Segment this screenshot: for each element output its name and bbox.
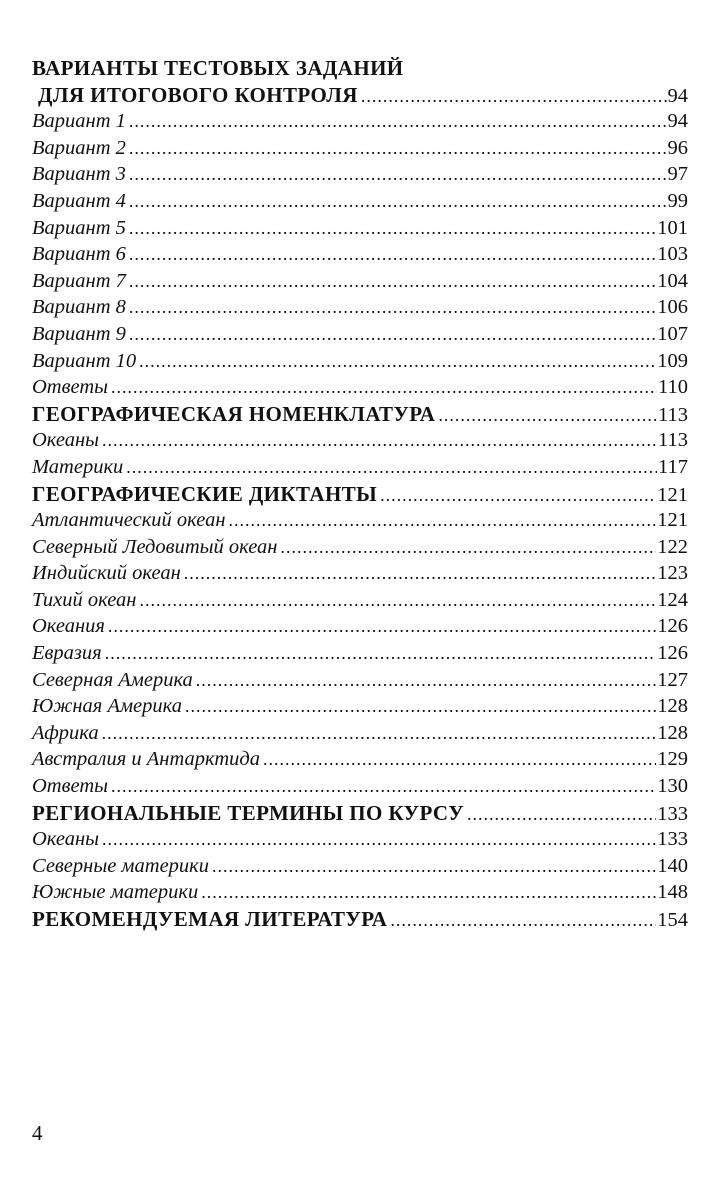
toc-entry-title: Вариант 10	[32, 349, 137, 372]
toc-entry-page: 117	[658, 455, 688, 478]
dot-leader	[129, 215, 656, 242]
dot-leader	[438, 402, 657, 429]
dot-leader	[111, 773, 656, 800]
toc-entry-title: Вариант 4	[32, 189, 126, 212]
dot-leader	[129, 268, 656, 295]
toc-entry-page: 113	[658, 403, 688, 426]
toc-entry	[32, 746, 688, 773]
toc-entry	[32, 534, 688, 561]
dot-leader	[280, 534, 656, 561]
toc-entry-title: РЕГИОНАЛЬНЫЕ ТЕРМИНЫ ПО КУРСУ	[32, 800, 465, 825]
toc-entry-page: 121	[657, 483, 688, 506]
toc-entry	[32, 507, 688, 534]
dot-leader	[126, 454, 657, 481]
dot-leader	[212, 853, 656, 880]
toc-entry-page: 127	[657, 668, 688, 691]
toc-entry-page: 109	[657, 349, 688, 372]
dot-leader	[185, 693, 656, 720]
dot-leader	[361, 83, 667, 110]
toc-entry	[32, 108, 688, 135]
dot-leader	[105, 640, 657, 667]
toc-entry	[32, 454, 688, 481]
toc-entry	[32, 294, 688, 321]
toc-entry-page: 106	[657, 296, 688, 319]
dot-leader	[380, 482, 656, 509]
toc-entry	[32, 879, 688, 906]
toc-section-entry	[32, 82, 688, 109]
toc-entry-page: 107	[657, 322, 688, 345]
toc-entry-page: 126	[657, 642, 688, 665]
toc-entry-title: Вариант 6	[32, 243, 126, 266]
page-number: 4	[32, 1121, 43, 1145]
toc-entry-title: Австралия и Антарктида	[32, 748, 261, 771]
toc-section-entry	[32, 401, 688, 428]
toc-entry-title: Ответы	[32, 775, 109, 798]
toc-entry-title: Южные материки	[32, 881, 199, 904]
toc-entry-page: 94	[667, 84, 688, 107]
toc-entry-title: Океаны	[32, 429, 100, 452]
toc-entry	[32, 374, 688, 401]
dot-leader	[129, 321, 656, 348]
toc-entry-page: 103	[657, 243, 688, 266]
toc-entry-page: 97	[667, 163, 688, 186]
toc-entry-title: ГЕОГРАФИЧЕСКАЯ НОМЕНКЛАТУРА	[32, 401, 436, 426]
toc-entry-title: Вариант 3	[32, 163, 126, 186]
dot-leader	[108, 613, 656, 640]
toc-entry-title: Северный Ледовитый океан	[32, 535, 278, 558]
toc-entry-title: ВАРИАНТЫ ТЕСТОВЫХ ЗАДАНИЙ	[32, 56, 404, 80]
toc-section-entry	[32, 481, 688, 508]
toc-entry	[32, 215, 688, 242]
toc-entry-page: 96	[667, 136, 688, 159]
toc-entry-title: ДЛЯ ИТОГОВОГО КОНТРОЛЯ	[38, 82, 358, 107]
toc-entry-title: Океаны	[32, 828, 100, 851]
toc-section-entry	[32, 906, 688, 933]
toc-entry-page: 129	[657, 748, 688, 771]
toc-entry-page: 113	[658, 429, 688, 452]
toc-entry	[32, 667, 688, 694]
dot-leader	[201, 879, 656, 906]
toc-entry	[32, 427, 688, 454]
toc-entry	[32, 268, 688, 295]
toc-entry	[32, 640, 688, 667]
dot-leader	[102, 720, 657, 747]
toc-entry	[32, 321, 688, 348]
dot-leader	[129, 241, 656, 268]
dot-leader	[196, 667, 656, 694]
toc-entry-title: ГЕОГРАФИЧЕСКИЕ ДИКТАНТЫ	[32, 481, 378, 506]
toc-entry-title: Вариант 2	[32, 136, 126, 159]
toc-entry-title: Евразия	[32, 642, 102, 665]
toc-entry-title: Ответы	[32, 376, 109, 399]
toc-entry-title: Атлантический океан	[32, 509, 226, 532]
toc-entry-title: РЕКОМЕНДУЕМАЯ ЛИТЕРАТУРА	[32, 907, 388, 931]
toc-entry	[32, 348, 688, 375]
toc-entry-title: Материки	[32, 455, 124, 478]
toc-entry-page: 101	[657, 216, 688, 239]
dot-leader	[111, 374, 657, 401]
toc-entry-title: Северные материки	[32, 854, 210, 877]
toc-entry-page: 154	[657, 909, 688, 931]
toc-entry-page: 133	[657, 828, 688, 851]
toc-entry	[32, 720, 688, 747]
toc-entry-page: 128	[657, 695, 688, 718]
toc-entry-title: Вариант 7	[32, 269, 126, 292]
toc-entry-title: Тихий океан	[32, 588, 137, 611]
toc-entry	[32, 560, 688, 587]
toc-entry-page: 121	[657, 509, 688, 532]
dot-leader	[229, 507, 657, 534]
toc-entry-title: Вариант 9	[32, 322, 126, 345]
dot-leader	[129, 294, 656, 321]
toc-entry-page: 123	[657, 562, 688, 585]
dot-leader	[184, 560, 657, 587]
toc-entry	[32, 613, 688, 640]
toc-section-entry	[32, 55, 688, 82]
toc-entry-page: 94	[667, 110, 688, 133]
toc-entry	[32, 241, 688, 268]
toc-entry	[32, 853, 688, 880]
toc-entry	[32, 135, 688, 162]
toc-entry-title: Вариант 8	[32, 296, 126, 319]
toc-entry	[32, 587, 688, 614]
toc-entry-title: Вариант 5	[32, 216, 126, 239]
toc-entry-title: Вариант 1	[32, 110, 126, 133]
toc-entry-page: 99	[667, 189, 688, 212]
dot-leader	[129, 108, 667, 135]
toc-entry-title: Южная Америка	[32, 695, 182, 718]
toc-entry-title: Северная Америка	[32, 668, 193, 691]
toc-entry	[32, 826, 688, 853]
dot-leader	[102, 826, 656, 853]
toc-entry	[32, 161, 688, 188]
dot-leader	[467, 801, 656, 828]
toc-entry-page: 133	[657, 802, 688, 825]
toc-entry-page: 148	[657, 881, 688, 904]
dot-leader	[139, 587, 656, 614]
dot-leader	[390, 907, 656, 934]
dot-leader	[129, 188, 667, 215]
dot-leader	[129, 161, 667, 188]
toc-entry	[32, 693, 688, 720]
toc-entry-page: 126	[657, 615, 688, 638]
toc-entry-title: Африка	[32, 721, 99, 744]
toc-entry-page: 140	[657, 854, 688, 877]
toc-entry	[32, 773, 688, 800]
toc-entry-page: 122	[657, 535, 688, 558]
toc-entry-title: Индийский океан	[32, 562, 181, 585]
dot-leader	[139, 348, 656, 375]
dot-leader	[129, 135, 667, 162]
toc-section-entry	[32, 800, 688, 827]
toc-entry-page: 104	[657, 269, 688, 292]
toc-entry-page: 128	[657, 721, 688, 744]
toc-entry-page: 124	[657, 588, 688, 611]
toc-entry-title: Океания	[32, 615, 105, 638]
table-of-contents	[32, 55, 688, 933]
dot-leader	[102, 427, 657, 454]
dot-leader	[263, 746, 656, 773]
toc-entry-page: 110	[658, 376, 688, 399]
toc-entry	[32, 188, 688, 215]
toc-entry-page: 130	[657, 775, 688, 798]
